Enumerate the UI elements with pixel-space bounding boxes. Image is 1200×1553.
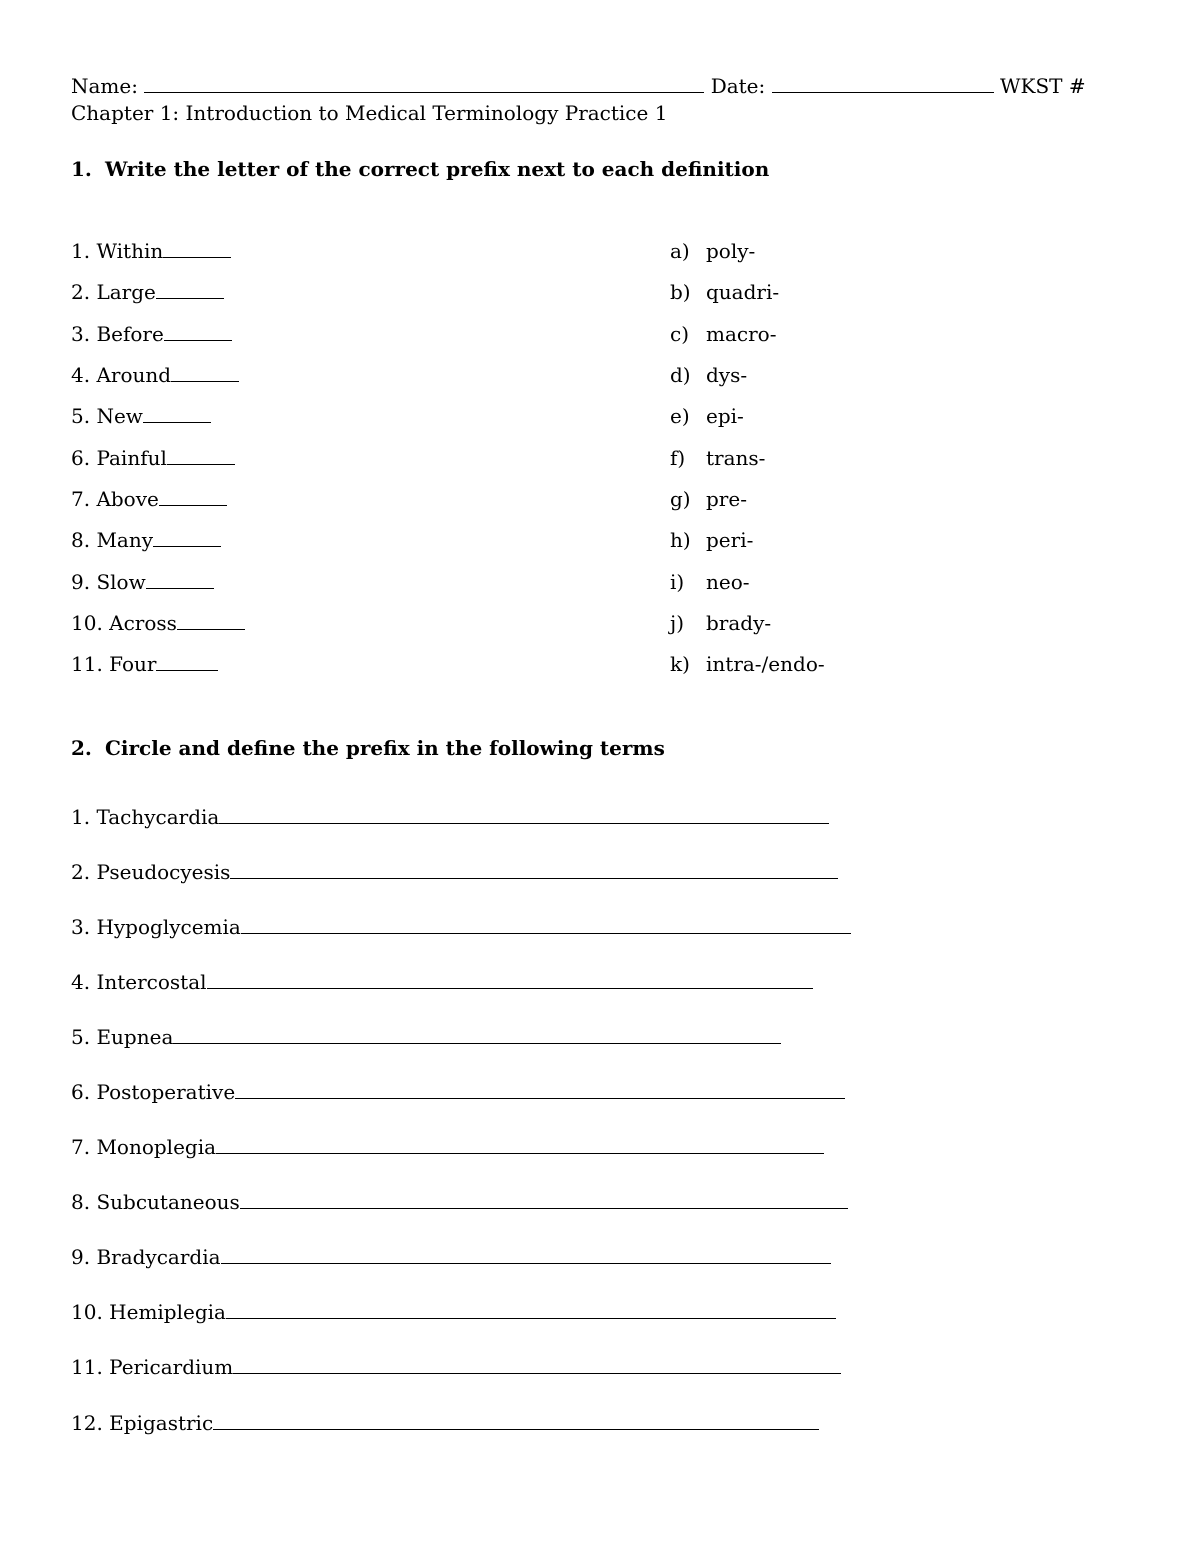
section2-heading	[71, 736, 665, 760]
prefix-option	[670, 363, 747, 387]
wkst-label: WKST #	[999, 74, 1086, 98]
prefix-letter: f)	[670, 446, 686, 470]
prefix-text: poly-	[706, 239, 756, 263]
answer-blank[interactable]	[156, 280, 224, 299]
term-item	[71, 1025, 781, 1049]
prefix-text: brady-	[706, 611, 772, 635]
answer-blank[interactable]	[156, 652, 218, 671]
definition-blank[interactable]	[235, 1080, 845, 1099]
definition-label: 11. Four	[71, 652, 157, 676]
prefix-letter: a)	[670, 239, 690, 263]
definition-item	[71, 404, 211, 428]
definition-blank[interactable]	[216, 1135, 824, 1154]
term-item	[71, 1411, 819, 1435]
date-label: Date:	[710, 74, 766, 98]
prefix-option	[670, 611, 771, 635]
term-item	[71, 1135, 824, 1159]
definition-item	[71, 322, 232, 346]
definition-blank[interactable]	[226, 1300, 836, 1319]
definition-label: 2. Large	[71, 280, 156, 304]
prefix-option	[670, 487, 747, 511]
prefix-text: quadri-	[706, 280, 780, 304]
definition-blank[interactable]	[241, 915, 851, 934]
definition-item	[71, 570, 214, 594]
answer-blank[interactable]	[146, 570, 214, 589]
term-label: 2. Pseudocyesis	[71, 860, 231, 884]
prefix-text: neo-	[706, 570, 750, 594]
prefix-text: dys-	[706, 363, 748, 387]
term-item	[71, 1355, 841, 1379]
definition-blank[interactable]	[173, 1025, 781, 1044]
definition-item	[71, 446, 235, 470]
answer-blank[interactable]	[159, 487, 227, 506]
definition-item	[71, 528, 221, 552]
section2-instruction: Circle and define the prefix in the following terms	[105, 736, 665, 760]
term-label: 10. Hemiplegia	[71, 1300, 226, 1324]
definition-blank[interactable]	[213, 1411, 819, 1430]
date-blank[interactable]	[772, 74, 994, 93]
definition-item	[71, 611, 245, 635]
definition-label: 9. Slow	[71, 570, 146, 594]
section1-instruction: Write the letter of the correct prefix next to each definition	[105, 157, 770, 181]
definition-item	[71, 363, 239, 387]
term-item	[71, 860, 838, 884]
definition-item	[71, 487, 227, 511]
definition-label: 4. Around	[71, 363, 172, 387]
term-item	[71, 1190, 848, 1214]
prefix-letter: d)	[670, 363, 691, 387]
definition-item	[71, 652, 218, 676]
definition-label: 1. Within	[71, 239, 164, 263]
prefix-letter: e)	[670, 404, 690, 428]
term-label: 7. Monoplegia	[71, 1135, 217, 1159]
prefix-text: macro-	[706, 322, 777, 346]
definition-blank[interactable]	[207, 970, 813, 989]
definition-label: 3. Before	[71, 322, 164, 346]
prefix-option	[670, 652, 825, 676]
answer-blank[interactable]	[177, 611, 245, 630]
definition-label: 7. Above	[71, 487, 159, 511]
term-item	[71, 1245, 831, 1269]
term-item	[71, 1080, 845, 1104]
term-item	[71, 970, 813, 994]
prefix-option	[670, 404, 744, 428]
prefix-letter: b)	[670, 280, 691, 304]
answer-blank[interactable]	[171, 363, 239, 382]
definition-blank[interactable]	[230, 860, 838, 879]
prefix-letter: k)	[670, 652, 690, 676]
answer-blank[interactable]	[167, 446, 235, 465]
term-label: 11. Pericardium	[71, 1355, 234, 1379]
definition-item	[71, 280, 224, 304]
prefix-letter: h)	[670, 528, 691, 552]
term-label: 8. Subcutaneous	[71, 1190, 240, 1214]
prefix-text: pre-	[706, 487, 747, 511]
term-label: 9. Bradycardia	[71, 1245, 221, 1269]
definition-label: 10. Across	[71, 611, 177, 635]
section1-number: 1.	[71, 157, 92, 181]
prefix-option	[670, 528, 753, 552]
definition-blank[interactable]	[219, 805, 829, 824]
prefix-option	[670, 280, 779, 304]
prefix-option	[670, 570, 750, 594]
chapter-title: Chapter 1: Introduction to Medical Terminology Practice 1	[71, 101, 668, 125]
section1-heading	[71, 157, 769, 181]
section2-number: 2.	[71, 736, 92, 760]
term-item	[71, 805, 829, 829]
term-label: 4. Intercostal	[71, 970, 207, 994]
definition-blank[interactable]	[233, 1355, 841, 1374]
definition-label: 6. Painful	[71, 446, 167, 470]
prefix-letter: i)	[670, 570, 685, 594]
prefix-option	[670, 239, 755, 263]
answer-blank[interactable]	[143, 404, 211, 423]
name-field-row	[71, 74, 1086, 98]
term-label: 5. Eupnea	[71, 1025, 174, 1049]
term-item	[71, 1300, 836, 1324]
answer-blank[interactable]	[163, 239, 231, 258]
name-label: Name:	[71, 74, 138, 98]
term-label: 3. Hypoglycemia	[71, 915, 241, 939]
prefix-letter: g)	[670, 487, 691, 511]
prefix-text: epi-	[706, 404, 744, 428]
prefix-text: intra-/endo-	[706, 652, 825, 676]
definition-label: 5. New	[71, 404, 143, 428]
definition-blank[interactable]	[221, 1245, 831, 1264]
definition-item	[71, 239, 231, 263]
prefix-text: trans-	[706, 446, 766, 470]
answer-blank[interactable]	[153, 528, 221, 547]
prefix-option	[670, 446, 765, 470]
answer-blank[interactable]	[164, 322, 232, 341]
term-label: 12. Epigastric	[71, 1411, 214, 1435]
prefix-text: peri-	[706, 528, 754, 552]
term-label: 6. Postoperative	[71, 1080, 236, 1104]
name-blank[interactable]	[144, 74, 704, 93]
term-item	[71, 915, 851, 939]
prefix-option	[670, 322, 776, 346]
definition-label: 8. Many	[71, 528, 154, 552]
term-label: 1. Tachycardia	[71, 805, 220, 829]
definition-blank[interactable]	[240, 1190, 848, 1209]
prefix-letter: c)	[670, 322, 690, 346]
prefix-letter: j)	[670, 611, 685, 635]
